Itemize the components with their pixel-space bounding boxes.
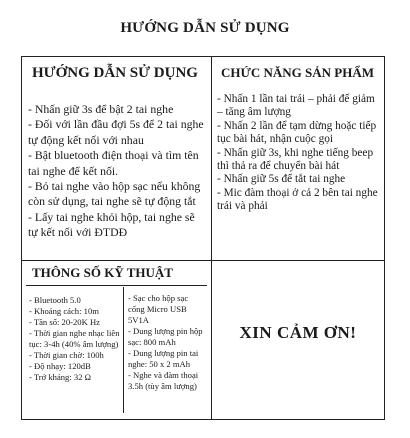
thanks-section	[211, 261, 385, 419]
usage-list	[28, 102, 206, 241]
list-item: - Bật bluetooth điện thoại và tìm tên tai nghe để kết nối.	[28, 148, 199, 178]
list-item: - Khoảng cách: 10m	[29, 306, 99, 316]
usage-heading: HƯỚNG DẪN SỬ DỤNG	[32, 65, 198, 81]
usage-section	[28, 63, 206, 241]
list-item: - Mic đàm thoại ở cả 2 bên tai nghe trái và phải	[217, 186, 378, 213]
specs-heading: THÔNG SỐ KỸ THUẬT	[32, 265, 173, 280]
list-item: - Thời gian chờ: 100h	[29, 350, 104, 360]
specs-heading-divider	[26, 285, 207, 286]
list-item: - Dung lượng pin hộp sạc: 800 mAh	[128, 326, 203, 347]
list-item: - Độ nhạy: 120dB	[29, 361, 91, 371]
features-section	[217, 65, 381, 214]
list-item: - Nhấn giữ 3s để bật 2 tai nghe	[28, 102, 174, 116]
page-title: HƯỚNG DẪN SỬ DỤNG	[120, 20, 290, 36]
specs-columns	[26, 287, 207, 417]
specs-right-column	[128, 293, 206, 392]
thanks-message: XIN CẢM ƠN!	[239, 323, 357, 342]
instruction-card	[21, 56, 385, 420]
specs-left-column	[29, 295, 121, 383]
specs-column-divider	[123, 287, 124, 413]
list-item: - Nghe và đàm thoại 3.5h (tùy âm lượng)	[128, 370, 199, 391]
list-item: - Nhấn 1 lần tai trái – phải để giảm – tăng âm lượng	[217, 93, 375, 119]
list-item: - Bỏ tai nghe vào hộp sạc nếu không còn sử dụng, tai nghe sẽ tự động tắt	[28, 179, 201, 209]
list-item: - Sạc cho hộp sạc cổng Micro USB 5V1A	[128, 293, 189, 325]
features-list	[217, 93, 381, 214]
list-item: - Bluetooth 5.0	[29, 295, 81, 305]
list-item: - Nhấn 2 lần để tạm dừng hoặc tiếp tục bài hát, nhận cuộc gọi	[217, 119, 377, 146]
specs-section	[26, 265, 207, 391]
list-item: - Đối với lần đầu đợi 5s để 2 tai nghe tự động kết nối với nhau	[28, 117, 204, 147]
features-heading: CHỨC NĂNG SẢN PHẨM	[221, 65, 374, 80]
list-item: - Tần số: 20-20K Hz	[29, 317, 100, 327]
list-item: - Nhấn giữ 3s, khi nghe tiếng beep thì thả ra để chuyển bài hát	[217, 146, 374, 173]
list-item: - Nhấn giữ 5s để tắt tai nghe	[217, 173, 346, 186]
list-item: - Lấy tai nghe khỏi hộp, tai nghe sẽ tự kết nối với ĐTDĐ	[28, 209, 195, 240]
list-item: - Thời gian nghe nhạc liên tục: 3-4h (40% âm lượng)	[29, 328, 120, 349]
list-item: - Dung lượng pin tai nghe: 50 x 2 mAh	[128, 348, 199, 369]
list-item: - Trở kháng: 32 Ω	[29, 372, 92, 382]
